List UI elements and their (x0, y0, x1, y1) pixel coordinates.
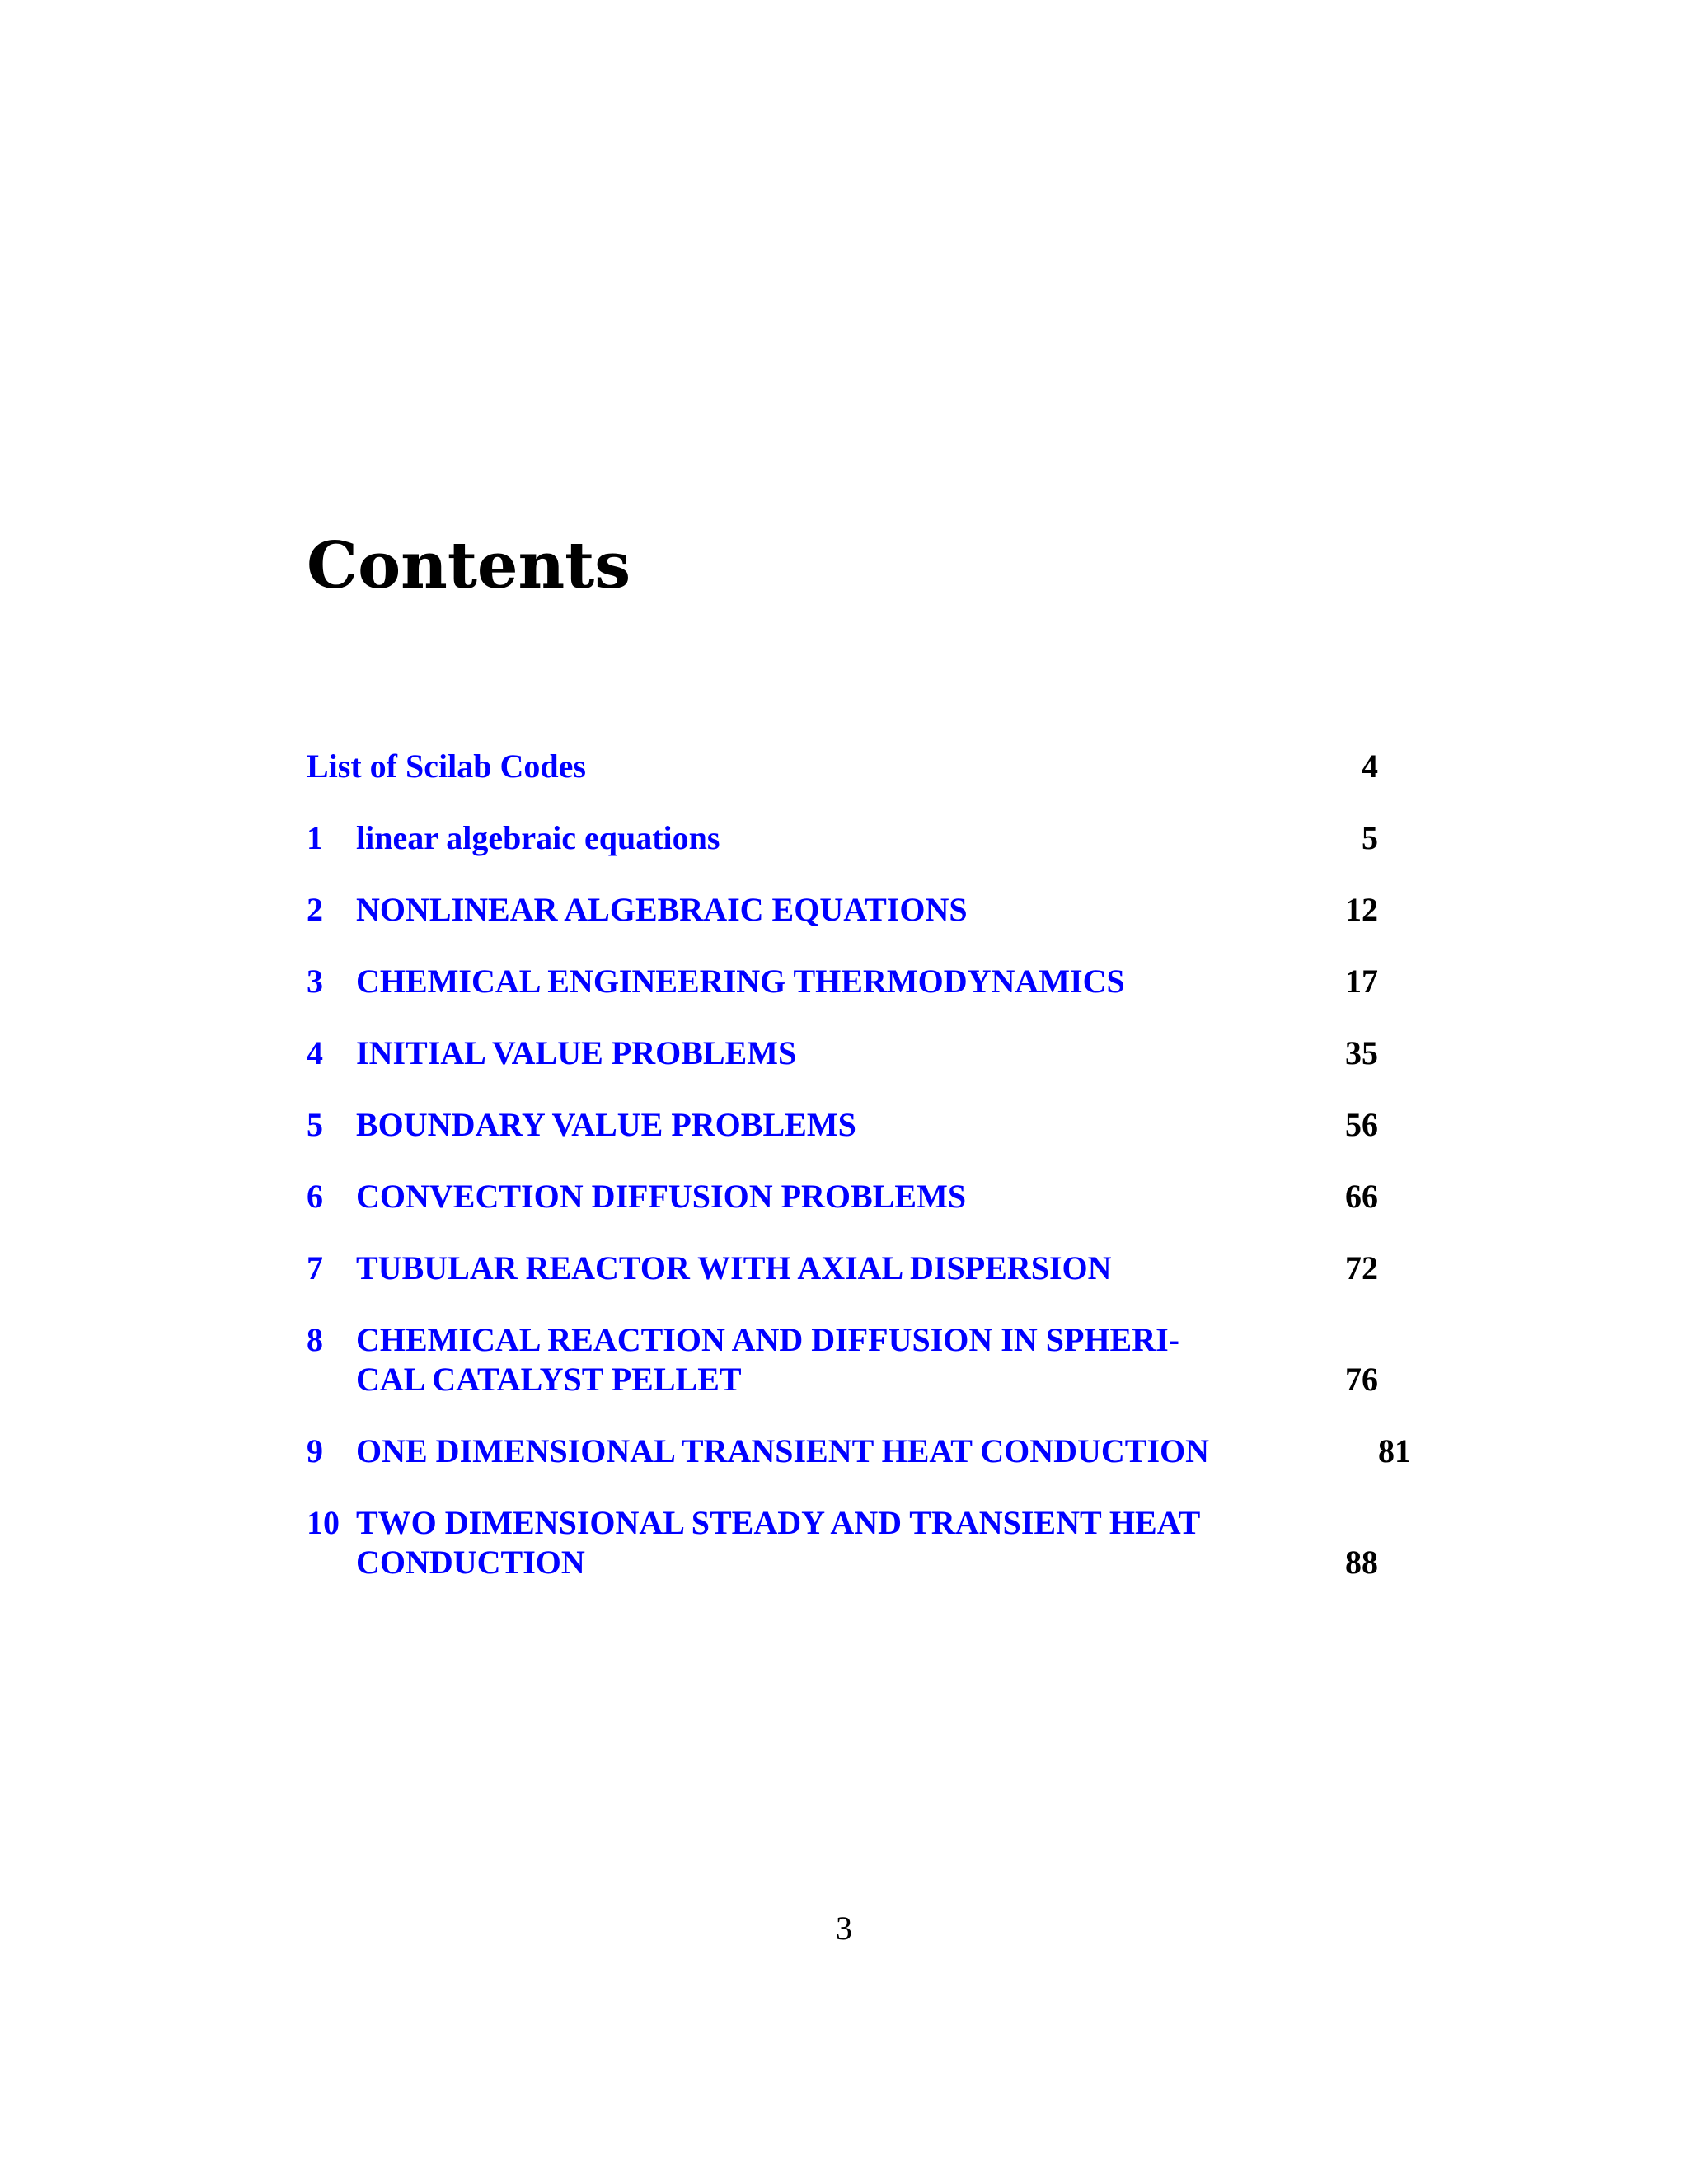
toc-entry-number: 3 (307, 963, 323, 1000)
toc-entry-chapter-4[interactable] (307, 1033, 1378, 1073)
toc-entry-number: 6 (307, 1178, 323, 1215)
toc-entry-label: CHEMICAL REACTION AND DIFFUSION IN SPHERI- (356, 1321, 1180, 1358)
page-number: 3 (836, 1910, 852, 1947)
toc-entry-chapter-8[interactable] (307, 1320, 1378, 1399)
toc-entry-chapter-1[interactable] (307, 818, 1378, 858)
toc-entry-page: 12 (1345, 891, 1378, 928)
toc-entry-page: 5 (1362, 819, 1378, 856)
toc-entry-chapter-3[interactable] (307, 962, 1378, 1001)
toc-entry-label: CHEMICAL ENGINEERING THERMODYNAMICS (356, 963, 1125, 1000)
toc-entry-page: 35 (1345, 1034, 1378, 1071)
toc-entry-chapter-2[interactable] (307, 890, 1378, 930)
toc-entry-chapter-9[interactable] (307, 1432, 1411, 1471)
toc-entry-label: BOUNDARY VALUE PROBLEMS (356, 1106, 856, 1143)
toc-entry-label: ONE DIMENSIONAL TRANSIENT HEAT CONDUCTION (356, 1432, 1210, 1469)
toc-entry-page: 56 (1345, 1106, 1378, 1143)
toc-entry-label: NONLINEAR ALGEBRAIC EQUATIONS (356, 891, 968, 928)
toc-entry-number: 7 (307, 1249, 323, 1286)
toc-entry-label: TWO DIMENSIONAL STEADY AND TRANSIENT HEAT (356, 1504, 1201, 1541)
toc-entry-page: 17 (1345, 963, 1378, 1000)
toc-entry-label: INITIAL VALUE PROBLEMS (356, 1034, 797, 1071)
toc-entry-number: 8 (307, 1321, 323, 1358)
toc-entry-page: 72 (1345, 1249, 1378, 1286)
toc-entry-number: 4 (307, 1034, 323, 1071)
toc-entry-label: List of Scilab Codes (307, 748, 586, 785)
toc-entry-page: 88 (1345, 1544, 1378, 1581)
toc-entry-label: CONVECTION DIFFUSION PROBLEMS (356, 1178, 967, 1215)
toc-entry-page: 81 (1378, 1432, 1411, 1469)
toc-entry-label-continued: CONDUCTION (356, 1544, 585, 1581)
toc-entry-page: 4 (1362, 748, 1378, 785)
toc-entry-page: 66 (1345, 1178, 1378, 1215)
toc-entry-page: 76 (1345, 1361, 1378, 1398)
toc-entry-number: 5 (307, 1106, 323, 1143)
toc-entry-label: linear algebraic equations (356, 819, 720, 856)
toc-entry-label-continued: CAL CATALYST PELLET (356, 1361, 742, 1398)
toc-entry-chapter-10[interactable] (307, 1503, 1378, 1582)
toc-entry-number: 2 (307, 891, 323, 928)
toc-entry-list-of-scilab-codes[interactable] (307, 747, 1378, 786)
toc-entry-number: 1 (307, 819, 323, 856)
toc-entry-label: TUBULAR REACTOR WITH AXIAL DISPERSION (356, 1249, 1112, 1286)
page-title: Contents (307, 528, 631, 603)
toc-entry-chapter-7[interactable] (307, 1249, 1378, 1288)
toc-entry-number: 10 (307, 1504, 340, 1541)
toc-entry-chapter-6[interactable] (307, 1177, 1378, 1216)
toc-entry-number: 9 (307, 1432, 323, 1469)
toc-entry-chapter-5[interactable] (307, 1105, 1378, 1145)
